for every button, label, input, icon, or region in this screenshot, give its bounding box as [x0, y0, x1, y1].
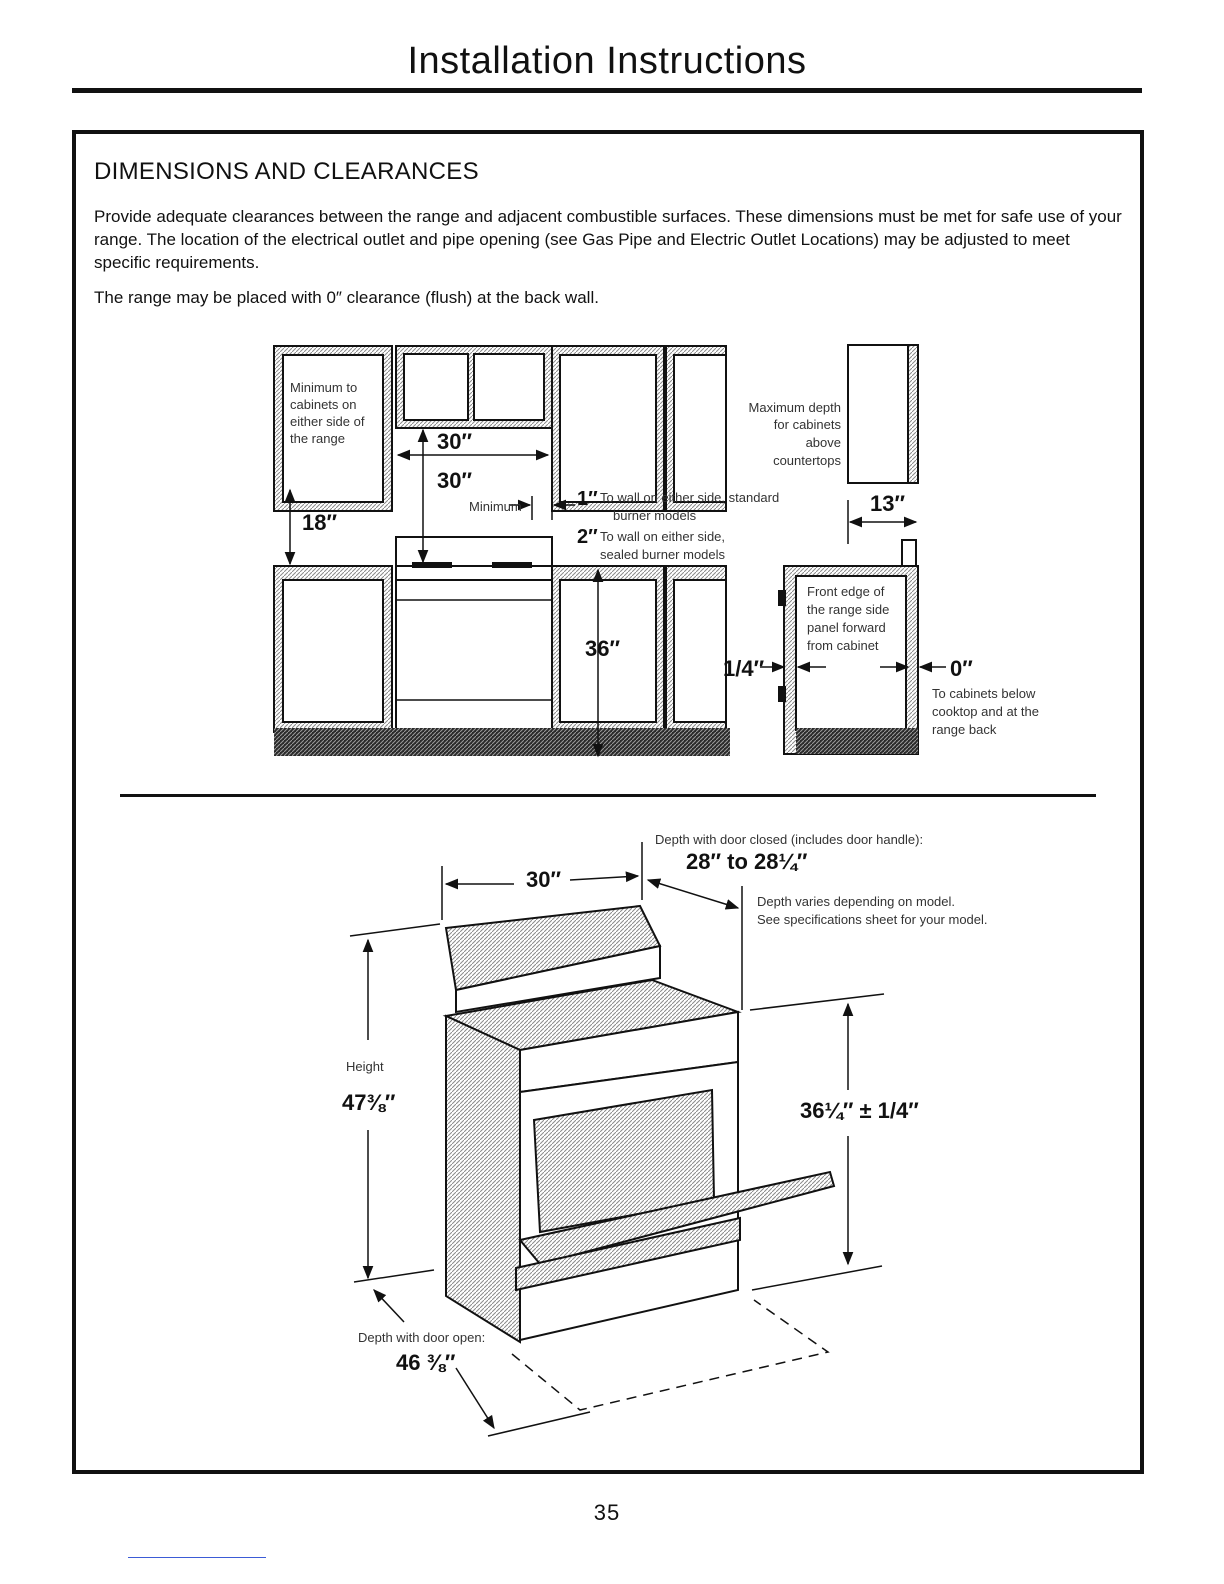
dim-0: 0″: [950, 656, 973, 681]
range-dimensions-diagram: [342, 832, 988, 1436]
dim-36: 36″: [585, 636, 621, 661]
dim-30-upper: 30″: [437, 429, 473, 454]
min-cabinets-label-1: Minimum to: [290, 380, 358, 395]
intro-paragraph: Provide adequate clearances between the range and adjacent combustible surfaces. These dimensions must be met for safe use of your range. The location of the electrical outlet and pipe opening (see Gas Pipe and Electric Outlet Locations) may be adjusted to meet specific requirements.: [94, 207, 1122, 272]
dim-2: 2″: [577, 526, 598, 548]
depth-varies-note-1: Depth varies depending on model.: [757, 894, 956, 909]
minimum-label: Minimum: [469, 499, 522, 514]
dim-30-lower: 30″: [437, 468, 473, 493]
front-edge-label-2: the range side: [807, 602, 890, 617]
depth-open-value: 46 ⅜″: [396, 1350, 456, 1375]
dim-18: 18″: [302, 510, 338, 535]
dim-1: 1″: [577, 488, 598, 510]
two-inch-note-1: To wall on either side,: [600, 529, 726, 544]
front-edge-label-1: Front edge of: [807, 584, 885, 599]
flush-note-paragraph: The range may be placed with 0″ clearance (flush) at the back wall.: [94, 288, 599, 307]
two-inch-note-2: sealed burner models: [600, 547, 726, 562]
depth-closed-value: 28″ to 28¼″: [686, 849, 808, 874]
cab-below-label-2: cooktop and at the: [932, 704, 1039, 719]
max-depth-label-3: above: [805, 435, 841, 450]
depth-open-label: Depth with door open:: [358, 1330, 486, 1345]
height-value: 47⅜″: [342, 1090, 396, 1115]
width-dim: 30″: [526, 867, 562, 892]
range-side: [446, 1016, 520, 1342]
counter-height: 36¼″ ± 1/4″: [800, 1098, 919, 1123]
cab-below-label-1: To cabinets below: [932, 686, 1036, 701]
min-cabinets-label-2: cabinets on: [290, 397, 357, 412]
min-cabinets-label-4: the range: [290, 431, 345, 446]
section-heading: DIMENSIONS AND CLEARANCES: [94, 158, 479, 185]
depth-varies-note-2: See specifications sheet for your model.: [757, 912, 988, 927]
front-edge-label-3: panel forward: [807, 620, 886, 635]
cab-below-label-3: range back: [932, 722, 997, 737]
max-depth-label-2: for cabinets: [773, 417, 841, 432]
dim-quarter: 1/4″: [723, 656, 765, 681]
one-inch-note-1: To wall on either side, standard: [600, 490, 780, 505]
height-label: Height: [346, 1059, 384, 1074]
section-divider: [120, 794, 1096, 797]
floor: [274, 728, 730, 756]
page-number: 35: [593, 1500, 621, 1525]
dim-13: 13″: [870, 491, 906, 516]
max-depth-label-1: Maximum depth: [748, 400, 841, 415]
footer-rule: [128, 1557, 266, 1558]
min-cabinets-label-3: either side of: [290, 414, 365, 429]
one-inch-note-2: burner models: [613, 508, 697, 523]
top-clearance-diagram: [274, 345, 1039, 756]
range-front: [396, 566, 552, 732]
page-title: Installation Instructions: [407, 40, 807, 82]
depth-closed-label: Depth with door closed (includes door handle):: [655, 832, 924, 847]
front-edge-label-4: from cabinet: [807, 638, 879, 653]
max-depth-label-4: countertops: [773, 453, 841, 468]
